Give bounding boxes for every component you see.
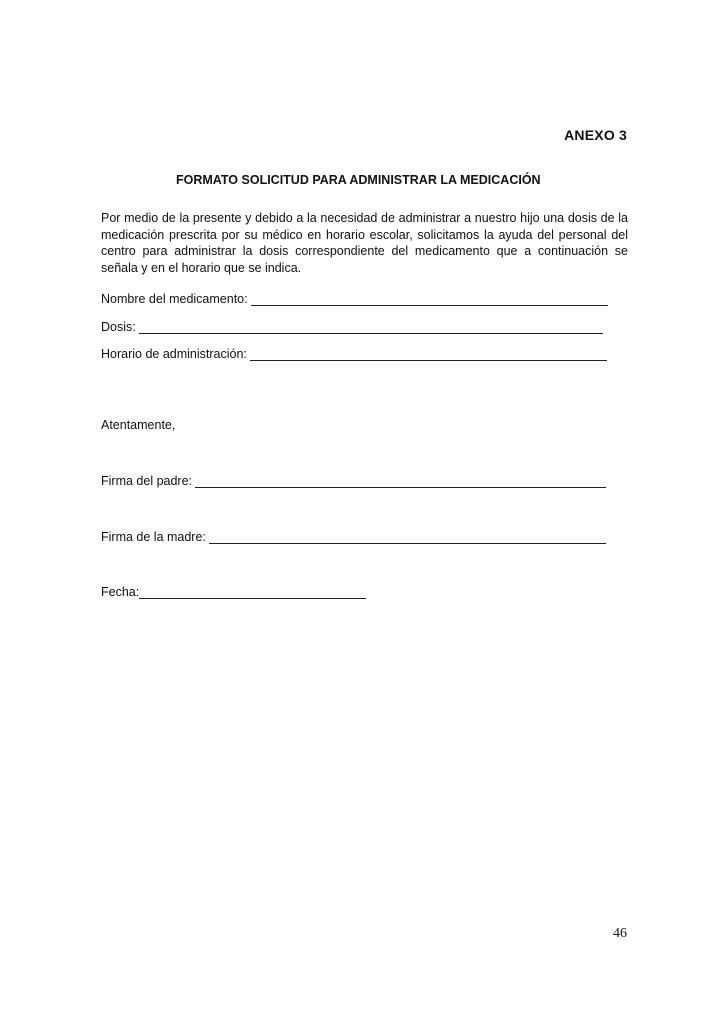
- father-signature-label: Firma del padre:: [101, 474, 193, 488]
- medication-name-label: Nombre del medicamento:: [101, 292, 248, 306]
- page-number: 46: [613, 926, 627, 941]
- date-label: Fecha:: [101, 585, 140, 599]
- mother-signature-label: Firma de la madre:: [101, 530, 206, 544]
- schedule-blank[interactable]: [250, 348, 607, 361]
- dose-blank[interactable]: [139, 321, 603, 334]
- father-signature-blank[interactable]: [195, 475, 606, 488]
- mother-signature-field[interactable]: [101, 530, 606, 544]
- medication-name-field[interactable]: [101, 292, 608, 306]
- annex-label: ANEXO 3: [564, 127, 627, 143]
- date-blank[interactable]: [139, 586, 366, 599]
- intro-paragraph: Por medio de la presente y debido a la necesidad de administrar a nuestro hijo una dosis de la medicación prescrita por su médico en horario escolar, solicitamos la ayuda del personal del centro para administrar la dosis correspondiente del medicamento que a continuación se señala y en el horario que se indica.: [101, 211, 628, 275]
- mother-signature-blank[interactable]: [209, 531, 606, 544]
- form-title: FORMATO SOLICITUD PARA ADMINISTRAR LA MEDICACIÓN: [176, 173, 541, 187]
- dose-label: Dosis:: [101, 320, 136, 334]
- schedule-field[interactable]: [101, 347, 607, 361]
- schedule-label: Horario de administración:: [101, 347, 247, 361]
- medication-name-blank[interactable]: [251, 293, 608, 306]
- closing-text: Atentamente,: [101, 418, 176, 432]
- date-field[interactable]: [101, 585, 366, 599]
- father-signature-field[interactable]: [101, 474, 606, 488]
- dose-field[interactable]: [101, 320, 603, 334]
